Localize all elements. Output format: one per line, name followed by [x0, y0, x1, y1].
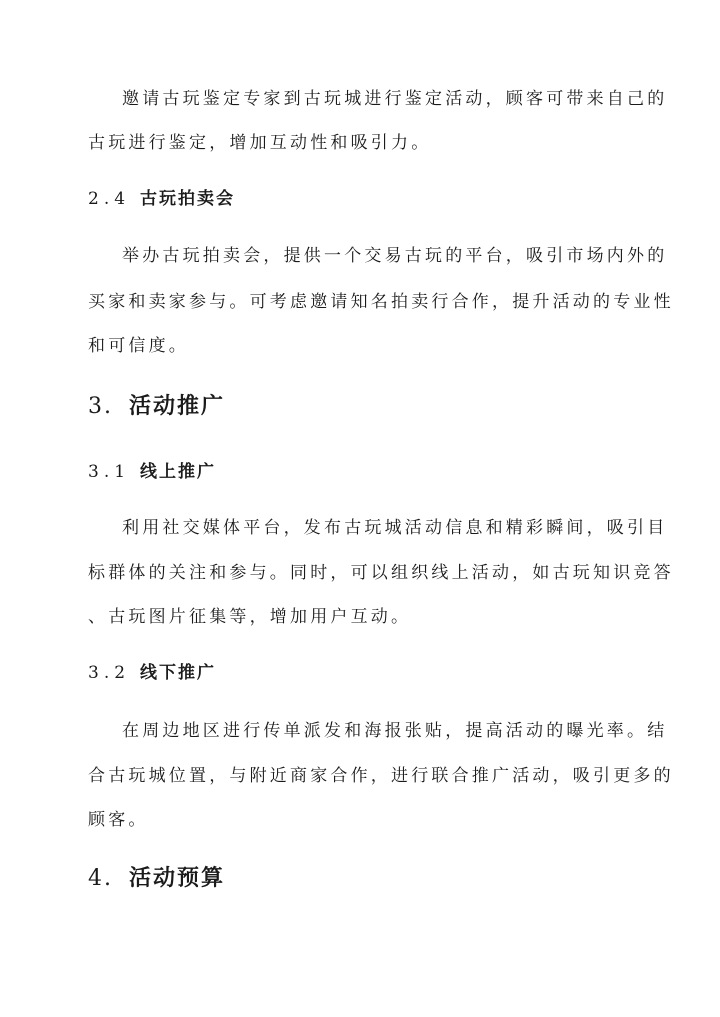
paragraph-offline-line-3: 顾客。 — [88, 810, 149, 830]
heading-3-2-title: 线下推广 — [140, 663, 217, 683]
paragraph-offline-line-2: 合古玩城位置，与附近商家合作，进行联合推广活动，吸引更多的 — [88, 766, 674, 786]
paragraph-online-line-1: 利用社交媒体平台，发布古玩城活动信息和精彩瞬间，吸引目 — [122, 518, 668, 538]
paragraph-auction-line-1: 举办古玩拍卖会，提供一个交易古玩的平台，吸引市场内外的 — [122, 246, 668, 266]
heading-3-1 — [88, 460, 216, 484]
paragraph-online-line-2: 标群体的关注和参与。同时，可以组织线上活动，如古玩知识竞答 — [88, 563, 674, 583]
heading-2-4 — [88, 187, 235, 211]
heading-4 — [88, 863, 225, 894]
paragraph-offline-line-1: 在周边地区进行传单派发和海报张贴，提高活动的曝光率。结 — [122, 721, 668, 741]
heading-3-1-number: 3.1 — [88, 462, 131, 482]
heading-3 — [88, 391, 225, 422]
paragraph-appraisal-line-2: 古玩进行鉴定，增加互动性和吸引力。 — [88, 133, 432, 153]
paragraph-auction-line-2: 买家和卖家参与。可考虑邀请知名拍卖行合作，提升活动的专业性 — [88, 292, 674, 312]
heading-3-2 — [88, 661, 216, 685]
paragraph-appraisal-line-1: 邀请古玩鉴定专家到古玩城进行鉴定活动，顾客可带来自己的 — [122, 89, 668, 109]
heading-3-1-title: 线上推广 — [140, 462, 217, 482]
paragraph-online-line-3: 、古玩图片征集等，增加用户互动。 — [88, 607, 412, 627]
heading-2-4-number: 2.4 — [88, 189, 131, 209]
heading-3-number: 3. — [88, 394, 113, 419]
heading-3-2-number: 3.2 — [88, 663, 131, 683]
heading-4-number: 4. — [88, 866, 113, 891]
heading-3-title: 活动推广 — [129, 393, 226, 419]
heading-4-title: 活动预算 — [129, 865, 226, 891]
heading-2-4-title: 古玩拍卖会 — [140, 189, 236, 209]
paragraph-auction-line-3: 和可信度。 — [88, 336, 189, 356]
